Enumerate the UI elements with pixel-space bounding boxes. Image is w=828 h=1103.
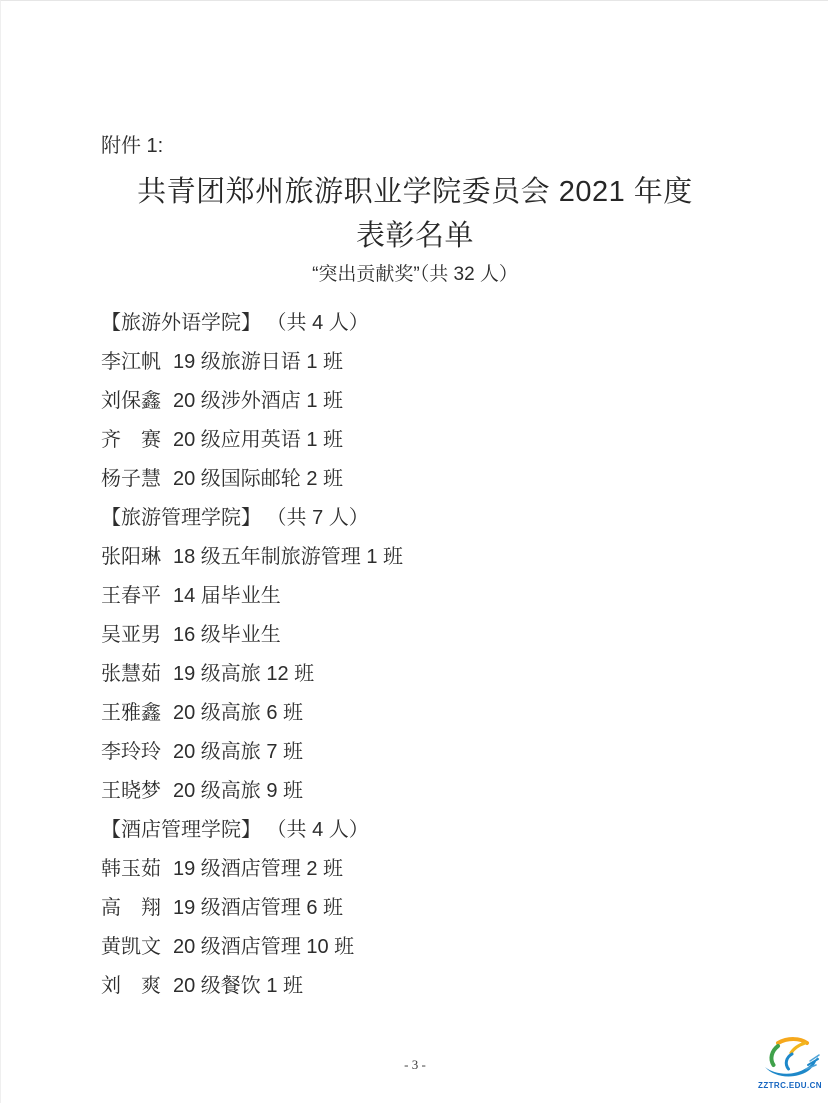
logo-url-text: ZZTRC.EDU.CN	[758, 1081, 822, 1090]
member-name: 张阳琳	[101, 546, 161, 568]
member-class: 18 级五年制旅游管理 1 班	[173, 546, 404, 568]
site-watermark	[751, 1034, 828, 1090]
member-class: 19 级旅游日语 1 班	[173, 351, 344, 373]
member-name: 刘保鑫	[101, 390, 161, 412]
member-class: 19 级酒店管理 6 班	[173, 897, 344, 919]
member-row	[101, 850, 741, 889]
member-row	[101, 460, 741, 499]
member-row	[101, 967, 741, 1006]
member-class: 14 届毕业生	[173, 585, 281, 607]
document-title-line2: 表彰名单	[355, 220, 474, 252]
member-row	[101, 694, 741, 733]
section-heading: 【旅游外语学院】 （共 4 人）	[101, 312, 369, 334]
member-row	[101, 616, 741, 655]
member-name: 黄凯文	[101, 936, 161, 958]
member-class: 20 级高旅 6 班	[173, 702, 304, 724]
member-name: 王春平	[101, 585, 161, 607]
member-class: 19 级高旅 12 班	[173, 663, 315, 685]
member-row	[101, 733, 741, 772]
attachment-label: 附件 1:	[101, 135, 164, 157]
member-row	[101, 538, 741, 577]
member-class: 20 级应用英语 1 班	[173, 429, 344, 451]
member-name: 李玲玲	[101, 741, 161, 763]
member-name: 王雅鑫	[101, 702, 161, 724]
member-class: 20 级高旅 9 班	[173, 780, 304, 802]
member-name: 刘 爽	[101, 975, 161, 997]
member-name: 张慧茹	[101, 663, 161, 685]
document-title-line1: 共青团郑州旅游职业学院委员会 2021 年度	[137, 176, 693, 208]
member-name: 吴亚男	[101, 624, 161, 646]
member-class: 20 级酒店管理 10 班	[173, 936, 355, 958]
member-class: 20 级国际邮轮 2 班	[173, 468, 344, 490]
member-row	[101, 577, 741, 616]
member-row	[101, 382, 741, 421]
member-name: 李江帆	[101, 351, 161, 373]
member-name: 齐 赛	[101, 429, 161, 451]
member-row	[101, 343, 741, 382]
member-name: 王晓梦	[101, 780, 161, 802]
member-class: 20 级涉外酒店 1 班	[173, 390, 344, 412]
member-row	[101, 655, 741, 694]
member-class: 20 级高旅 7 班	[173, 741, 304, 763]
award-list	[101, 304, 741, 1006]
member-name: 韩玉茹	[101, 858, 161, 880]
member-class: 19 级酒店管理 2 班	[173, 858, 344, 880]
page-number: - 3 -	[404, 1057, 426, 1072]
school-logo-icon	[751, 1034, 828, 1080]
member-name: 高 翔	[101, 897, 161, 919]
member-row	[101, 772, 741, 811]
award-subtitle: “突出贡献奖”（共 32 人）	[312, 264, 518, 285]
member-class: 20 级餐饮 1 班	[173, 975, 304, 997]
member-name: 杨子慧	[101, 468, 161, 490]
section-heading: 【旅游管理学院】 （共 7 人）	[101, 507, 369, 529]
member-class: 16 级毕业生	[173, 624, 281, 646]
member-row	[101, 928, 741, 967]
member-row	[101, 421, 741, 460]
section-heading: 【酒店管理学院】 （共 4 人）	[101, 819, 369, 841]
member-row	[101, 889, 741, 928]
